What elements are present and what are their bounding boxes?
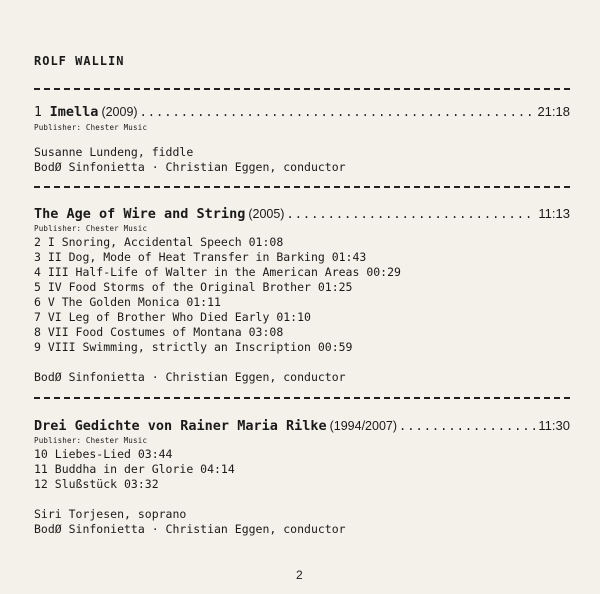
work-duration: 21:18 [537,104,570,119]
track-line: 6 V The Golden Monica 01:11 [34,295,221,309]
work-duration: 11:30 [538,418,570,433]
track-line: 3 II Dog, Mode of Heat Transfer in Barking 01:43 [34,250,367,264]
track-line: 12 Slußstück 03:32 [34,477,159,491]
dashed-divider [34,397,570,399]
performer-line: BodØ Sinfonietta · Christian Eggen, conductor [34,160,346,174]
track-line: 4 III Half-Life of Walter in the American Areas 00:29 [34,265,401,279]
performer-line: BodØ Sinfonietta · Christian Eggen, conductor [34,522,346,536]
publisher-credit: Publisher: Chester Music [34,123,148,132]
performer-line: BodØ Sinfonietta · Christian Eggen, conductor [34,370,346,384]
performer-line: Siri Torjesen, soprano [34,507,187,521]
work-duration: 11:13 [538,206,570,221]
performer-line: Susanne Lundeng, fiddle [34,145,194,159]
dot-leader [286,207,536,221]
track-line: 10 Liebes-Lied 03:44 [34,447,173,461]
work-year: (2005) [248,207,285,221]
track-line: 5 IV Food Storms of the Original Brother 01:25 [34,280,353,294]
work-year: (1994/2007) [329,419,398,433]
work-title: Imella [49,104,99,120]
work-title-line [34,206,570,222]
track-line: 9 VIII Swimming, strictly an Inscription 00:59 [34,340,353,354]
composer-name: ROLF WALLIN [34,54,125,68]
dashed-divider [34,88,570,90]
track-line: 8 VII Food Costumes of Montana 03:08 [34,325,284,339]
publisher-credit: Publisher: Chester Music [34,436,148,445]
dashed-divider [34,186,570,188]
track-line: 11 Buddha in der Glorie 04:14 [34,462,235,476]
work-title: The Age of Wire and String [34,206,246,222]
page-number: 2 [296,568,303,582]
work-year: (2009) [101,105,138,119]
track-line: 2 I Snoring, Accidental Speech 01:08 [34,235,284,249]
track-number: 1 [34,105,42,120]
dot-leader [399,419,536,433]
work-title: Drei Gedichte von Rainer Maria Rilke [34,418,327,434]
publisher-credit: Publisher: Chester Music [34,224,148,233]
dot-leader [140,105,536,119]
track-line: 7 VI Leg of Brother Who Died Early 01:10 [34,310,311,324]
work-title-line [34,104,570,120]
work-title-line [34,418,570,434]
